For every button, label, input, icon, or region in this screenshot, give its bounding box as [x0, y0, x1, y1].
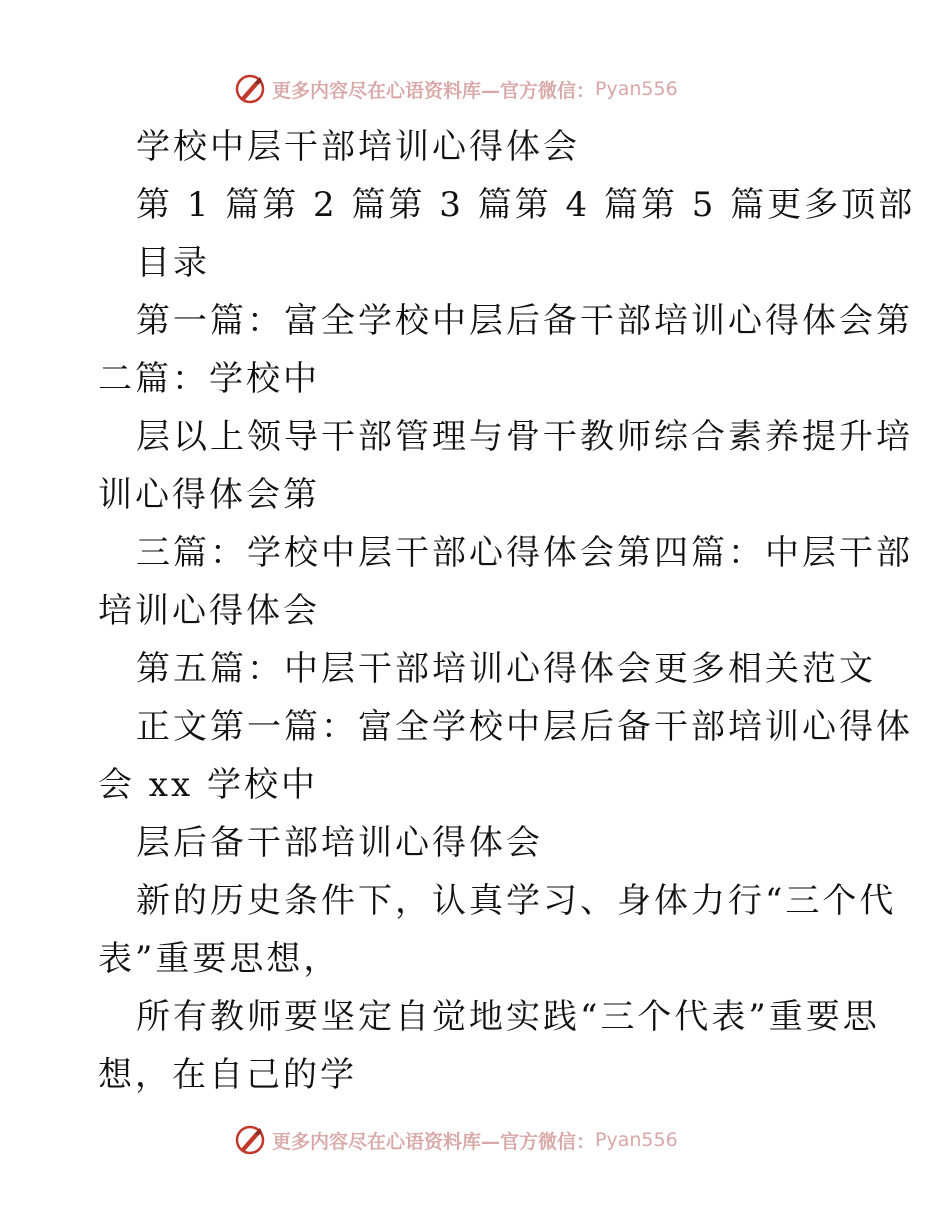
pen-logo-icon	[234, 1124, 266, 1156]
text-line: 三篇：学校中层干部心得体会第四篇：中层干部	[136, 533, 913, 573]
text-line: 想，在自己的学	[98, 1055, 357, 1095]
text-line: 正文第一篇：富全学校中层后备干部培训心得体	[136, 707, 913, 747]
text-line: 表”重要思想，	[98, 939, 341, 979]
text-line: 会 xx 学校中	[98, 765, 318, 805]
text-line: 层后备干部培训心得体会	[136, 823, 543, 863]
header-watermark-wechat: Pyan556	[595, 78, 678, 100]
text-line: 训心得体会第	[98, 475, 320, 515]
text-line: 层以上领导干部管理与骨干教师综合素养提升培	[136, 417, 913, 457]
header-watermark-text: 更多内容尽在心语资料库—官方微信：	[272, 79, 596, 102]
document-body	[98, 118, 916, 1104]
footer-watermark-text: 更多内容尽在心语资料库—官方微信：	[272, 1130, 596, 1153]
text-line: 第 1 篇第 2 篇第 3 篇第 4 篇第 5 篇更多顶部	[136, 185, 916, 225]
text-line: 二篇：学校中	[98, 359, 320, 399]
text-line: 培训心得体会	[98, 591, 320, 631]
footer-watermark	[234, 1123, 678, 1157]
text-line: 第一篇：富全学校中层后备干部培训心得体会第	[136, 301, 913, 341]
text-line: 学校中层干部培训心得体会	[136, 127, 580, 167]
text-line: 目录	[136, 243, 210, 283]
header-watermark	[234, 72, 678, 106]
text-line: 第五篇：中层干部培训心得体会更多相关范文	[136, 649, 876, 689]
text-line: 新的历史条件下，认真学习、身体力行“三个代	[136, 881, 897, 921]
pen-logo-icon	[234, 73, 266, 105]
footer-watermark-wechat: Pyan556	[595, 1129, 678, 1151]
text-line: 所有教师要坚定自觉地实践“三个代表”重要思	[136, 997, 880, 1037]
